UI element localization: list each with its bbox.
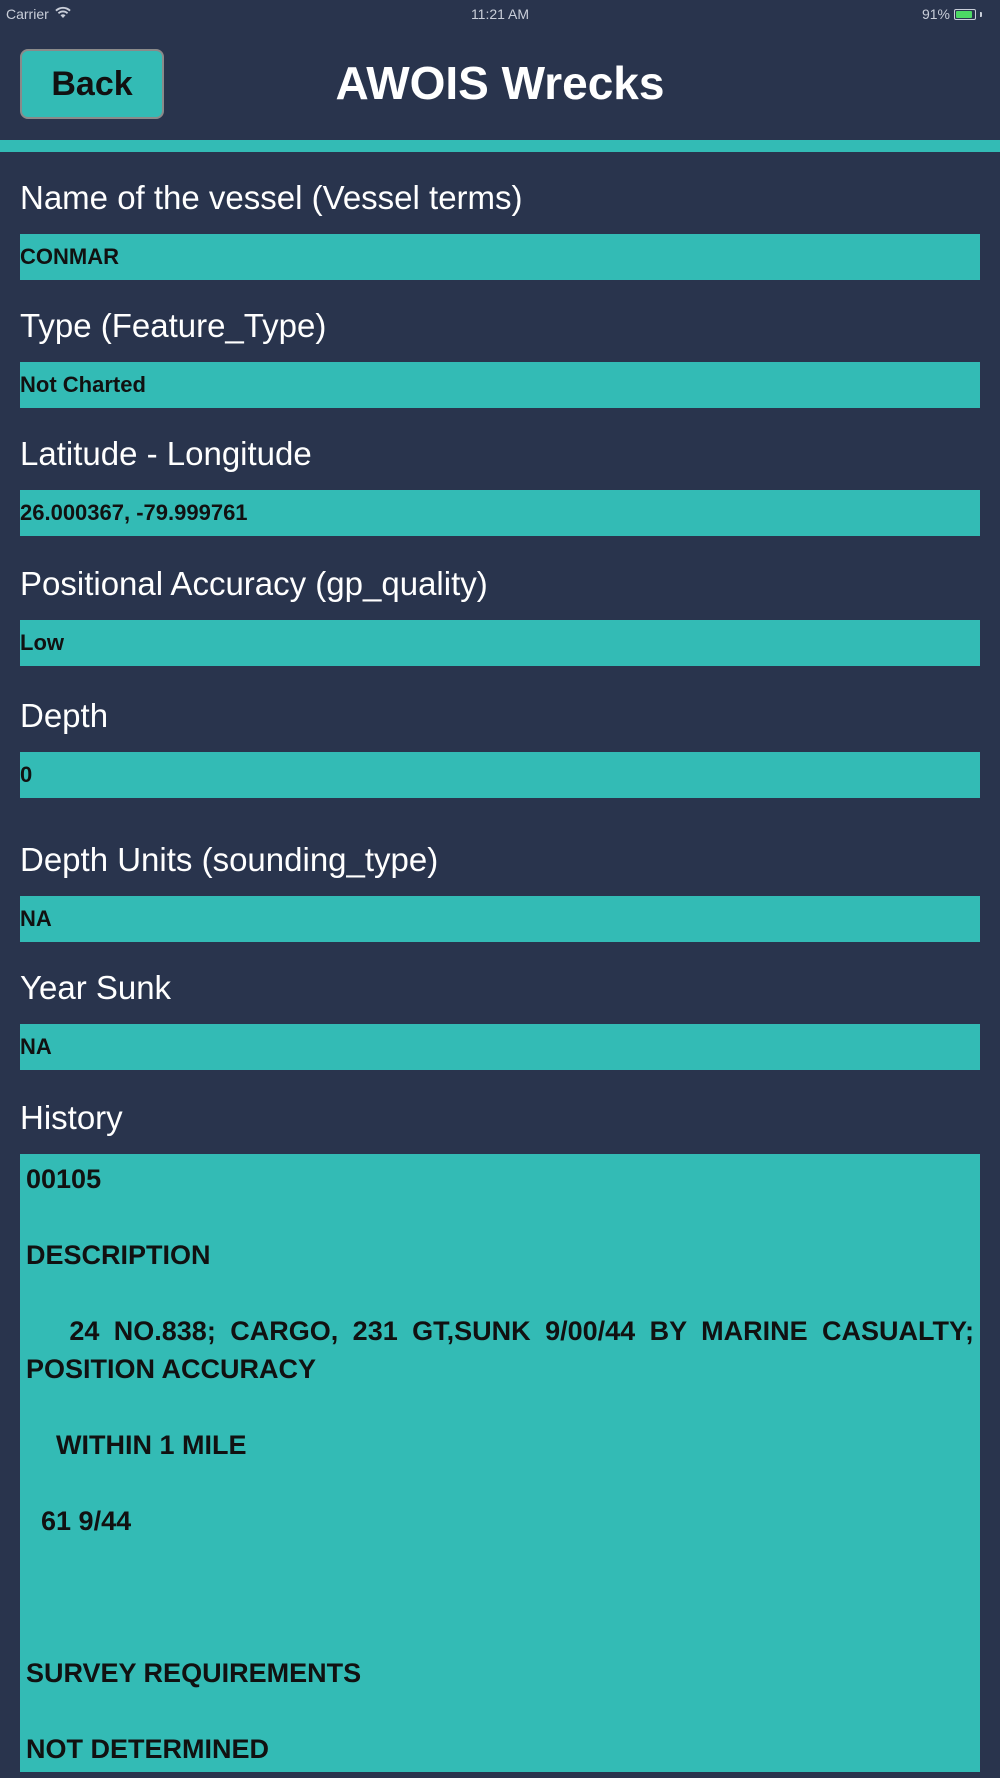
history-line: 24 NO.838; CARGO, 231 GT,SUNK 9/00/44 BY MARINE CASUALTY; POSITION ACCURACY (26, 1316, 982, 1384)
depth-value: 0 (20, 752, 980, 798)
year-sunk-label: Year Sunk (20, 969, 172, 1006)
carrier-label: Carrier (6, 6, 49, 22)
status-bar (0, 0, 1000, 28)
lat-lon-value: 26.000367, -79.999761 (20, 490, 980, 536)
status-right (922, 6, 982, 22)
positional-accuracy-field (20, 536, 980, 666)
vessel-name-field (20, 152, 980, 280)
history-line (26, 1274, 974, 1312)
history-line: DESCRIPTION (26, 1240, 211, 1270)
history-line (26, 1198, 974, 1236)
history-line (26, 1540, 974, 1578)
history-line: WITHIN 1 MILE (26, 1430, 247, 1460)
type-value: Not Charted (20, 362, 980, 408)
history-line (26, 1692, 974, 1730)
battery-tip (980, 12, 982, 17)
lat-lon-label: Latitude - Longitude (20, 435, 312, 472)
history-line (26, 1616, 974, 1654)
history-field (20, 1070, 980, 1772)
back-button[interactable]: Back (20, 49, 164, 119)
history-line (26, 1464, 974, 1502)
status-time: 11:21 AM (470, 6, 530, 22)
header-divider (0, 140, 1000, 152)
depth-label: Depth (20, 697, 109, 734)
history-label: History (20, 1099, 123, 1136)
history-text-area[interactable] (20, 1154, 980, 1772)
details-content (20, 152, 980, 1772)
battery-icon (954, 9, 976, 20)
type-field (20, 280, 980, 408)
history-line: 00105 (26, 1164, 102, 1194)
history-line: SURVEY REQUIREMENTS (26, 1658, 362, 1688)
battery-fill (956, 11, 972, 18)
lat-lon-field (20, 408, 980, 536)
vessel-name-label: Name of the vessel (Vessel terms) (20, 179, 523, 216)
page-title: AWOIS Wrecks (335, 57, 665, 109)
nav-header (0, 28, 1000, 140)
history-line: NOT DETERMINED (26, 1734, 269, 1764)
history-line (26, 1578, 974, 1616)
positional-accuracy-label: Positional Accuracy (gp_quality) (20, 565, 488, 602)
depth-units-field (20, 798, 980, 942)
depth-field (20, 666, 980, 798)
depth-units-label: Depth Units (sounding_type) (20, 841, 439, 878)
history-line (26, 1388, 974, 1426)
year-sunk-field (20, 942, 980, 1070)
positional-accuracy-value: Low (20, 620, 980, 666)
vessel-name-value: CONMAR (20, 234, 980, 280)
history-line: 61 9/44 (26, 1506, 132, 1536)
battery-percent: 91% (921, 6, 950, 22)
depth-units-value: NA (20, 896, 980, 942)
type-label: Type (Feature_Type) (20, 307, 327, 344)
year-sunk-value: NA (20, 1024, 980, 1070)
